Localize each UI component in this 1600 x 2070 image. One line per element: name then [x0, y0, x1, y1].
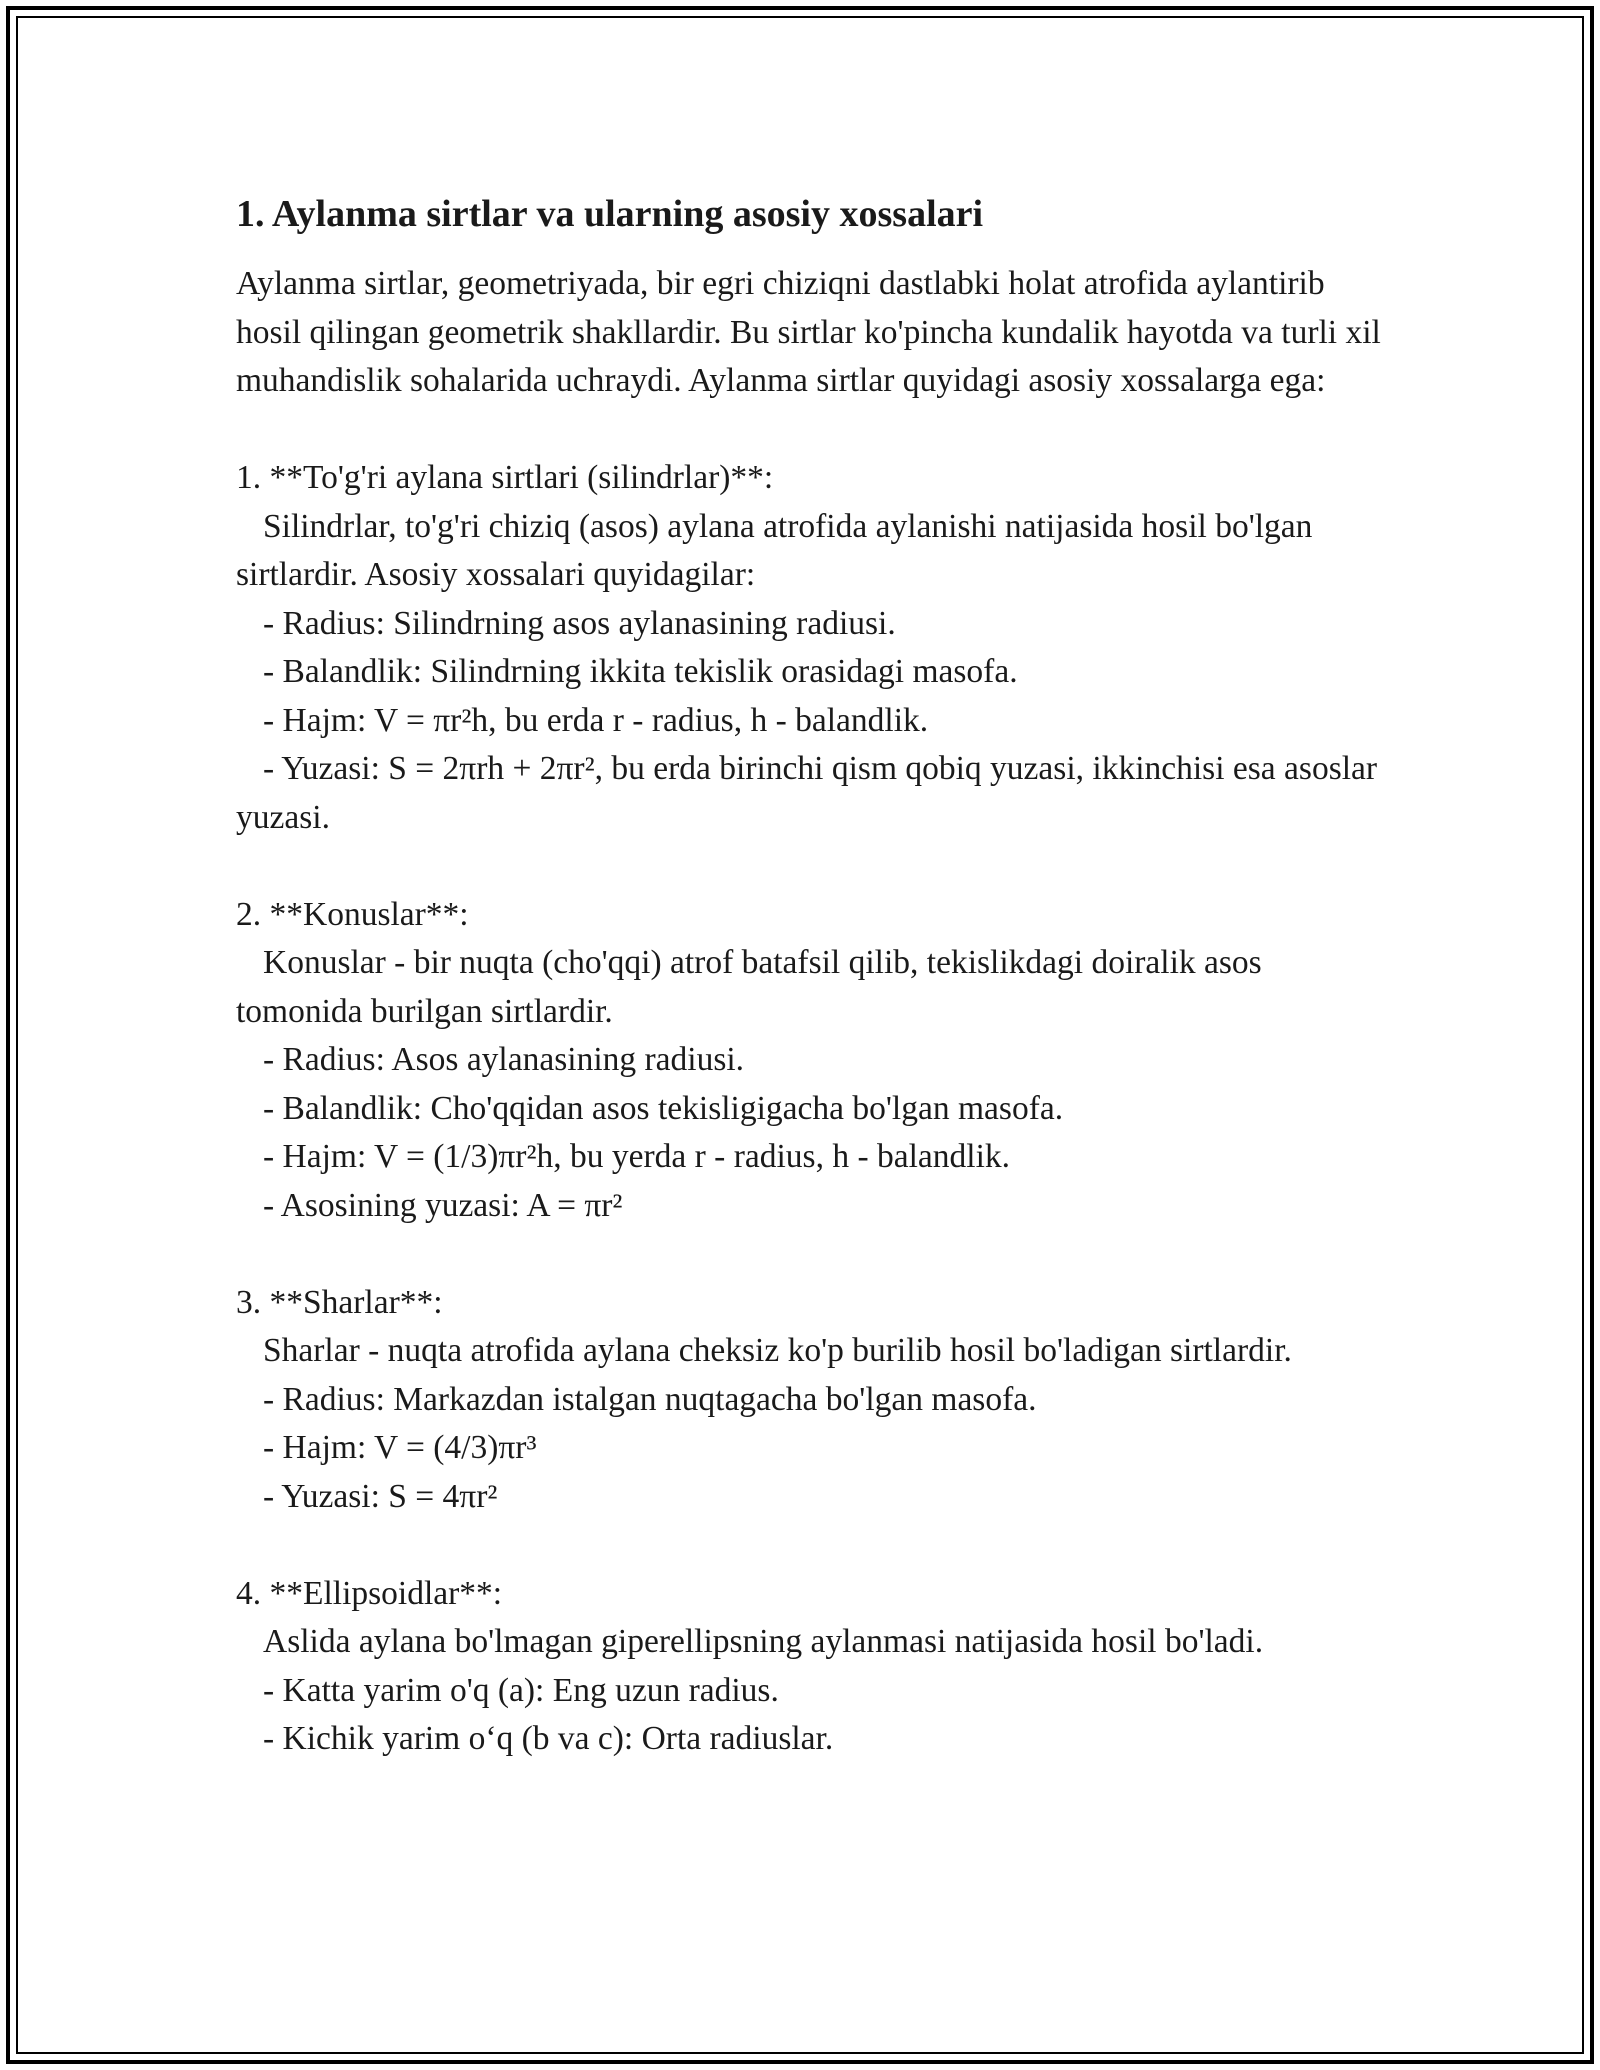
- list-item: - Kichik yarim o‘q (b va c): Orta radiuslar.: [263, 1720, 834, 1757]
- list-item: - Balandlik: Silindrning ikkita tekislik orasidagi masofa.: [263, 653, 1018, 690]
- list-item: - Asosining yuzasi: A = πr²: [263, 1186, 623, 1224]
- document-page: [236, 186, 1386, 1764]
- section-heading: 1. **To'g'ri aylana sirtlari (silindrlar)**:: [236, 459, 774, 496]
- list-item: - Yuzasi: S = 2πrh + 2πr², bu erda birinchi qism qobiq yuzasi, ikkinchisi esa asoslar yuzasi.: [236, 750, 1378, 836]
- section-description: Konuslar - bir nuqta (cho'qqi) atrof batafsil qilib, tekislikdagi doiralik asos tomonida burilgan sirtlardir.: [236, 944, 1262, 1030]
- list-item: - Yuzasi: S = 4πr²: [263, 1477, 498, 1515]
- list-item: - Radius: Silindrning asos aylanasining radiusi.: [263, 604, 896, 642]
- section-description: Silindrlar, to'g'ri chiziq (asos) aylana atrofida aylanishi natijasida hosil bo'lgan sirtlardir. Asosiy xossalari quyidagilar:: [236, 507, 1313, 593]
- list-item: - Radius: Markazdan istalgan nuqtagacha bo'lgan masofa.: [263, 1380, 1037, 1418]
- document-title: 1. Aylanma sirtlar va ularning asosiy xossalari: [236, 193, 984, 235]
- list-item: - Hajm: V = πr²h, bu erda r - radius, h - balandlik.: [263, 701, 929, 739]
- list-item: - Balandlik: Cho'qqidan asos tekisligigacha bo'lgan masofa.: [263, 1089, 1064, 1127]
- section-description: Sharlar - nuqta atrofida aylana cheksiz ko'p burilib hosil bo'ladigan sirtlardir.: [263, 1332, 1292, 1369]
- section-cylinders: [236, 454, 1386, 842]
- section-heading: 4. **Ellipsoidlar**:: [236, 1574, 503, 1612]
- section-heading: 2. **Konuslar**:: [236, 895, 469, 933]
- section-heading: 3. **Sharlar**:: [236, 1283, 443, 1321]
- section-spheres: [236, 1279, 1386, 1522]
- list-item: - Radius: Asos aylanasining radiusi.: [263, 1041, 745, 1078]
- list-item: - Hajm: V = (4/3)πr³: [263, 1429, 537, 1466]
- intro-paragraph: Aylanma sirtlar, geometriyada, bir egri chiziqni dastlabki holat atrofida aylantirib hosil qilingan geometrik shakllardir. Bu sirtlar ko'pincha kundalik hayotda va turli xil muhandislik sohalarida uchraydi. Aylanma sirtlar quyidagi asosiy xossalarga ega:: [236, 265, 1381, 399]
- section-description: Aslida aylana bo'lmagan giperellipsning aylanmasi natijasida hosil bo'ladi.: [263, 1623, 1264, 1660]
- list-item: - Hajm: V = (1/3)πr²h, bu yerda r - radius, h - balandlik.: [263, 1138, 1011, 1175]
- section-ellipsoids: [236, 1570, 1386, 1764]
- list-item: - Katta yarim o'q (a): Eng uzun radius.: [263, 1671, 779, 1709]
- section-cones: [236, 891, 1386, 1231]
